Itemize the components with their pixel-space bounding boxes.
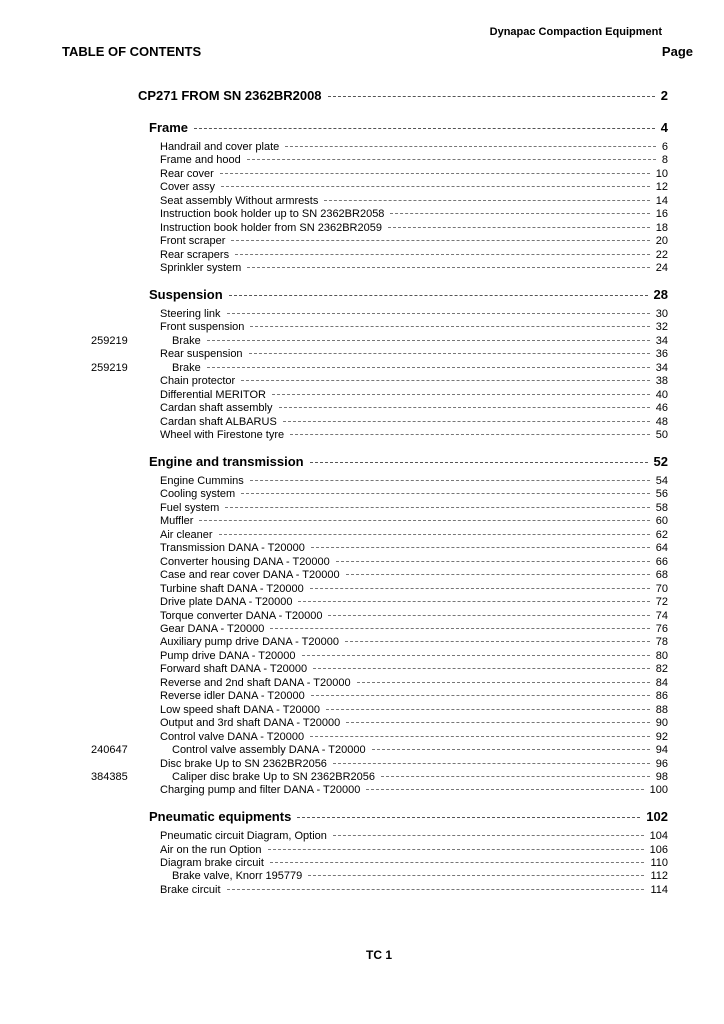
toc-item-page: 84 [655,676,668,689]
toc-item-page: 58 [655,501,668,514]
leader-dots [328,615,649,616]
leader-dots [225,507,649,508]
toc-item-page: 10 [655,167,668,180]
toc-item-label: Forward shaft DANA - T20000 [160,663,308,676]
toc-item-label: Brake valve, Knorr 195779 [172,870,303,883]
leader-dots [247,159,656,160]
leader-dots [366,789,643,790]
toc-item-page: 80 [655,649,668,662]
toc-item [160,884,668,896]
toc-item-label: Engine Cummins [160,475,244,487]
leader-dots [333,763,650,764]
toc-item [160,389,668,401]
toc-item-page: 76 [655,623,668,635]
leader-dots [220,173,650,174]
toc-item-page: 12 [655,181,668,194]
leader-dots [310,588,650,589]
toc-item [160,208,668,220]
leader-dots [381,776,650,777]
page-column-label: Page [661,44,693,59]
leader-dots [241,380,650,381]
leader-dots [302,655,650,656]
leader-dots [207,340,650,341]
leader-dots [297,817,640,818]
toc-item-page: 106 [649,843,668,856]
leader-dots [250,326,649,327]
toc-item-label: Transmission DANA - T20000 [160,542,305,555]
toc-item-page: 14 [655,194,668,207]
toc-item-label: Diagram brake circuit [160,856,264,869]
toc-item-label: Gear DANA - T20000 [160,623,265,635]
toc-item [160,308,668,320]
toc-item-label: Fuel system [160,501,220,514]
toc-item-label: Output and 3rd shaft DANA - T20000 [160,717,341,730]
toc-item-page: 96 [655,757,668,770]
toc-item [160,717,668,729]
toc-item-page: 114 [650,883,668,896]
section-title: Suspension [149,287,223,302]
part-code: 240647 [91,744,128,756]
main-heading [138,88,668,103]
leader-dots [227,889,645,890]
leader-dots [270,628,649,629]
toc-item-label: Rear scrapers [160,248,230,261]
section-title: Engine and transmission [149,454,304,469]
toc-item [160,488,668,500]
toc-item-label: Brake [172,334,201,347]
toc-item-page: 98 [655,770,668,783]
toc-item [160,181,668,193]
toc-item [160,321,668,333]
toc-item-label: Pneumatic circuit Diagram, Option [160,830,327,842]
toc-item [160,168,668,180]
toc-item-page: 94 [655,744,668,756]
leader-dots [235,254,650,255]
leader-dots [328,96,655,97]
section-heading [149,287,668,302]
leader-dots [346,574,650,575]
toc-item-label: Turbine shaft DANA - T20000 [160,582,304,595]
toc-item-label: Wheel with Firestone tyre [160,429,285,442]
leader-dots [388,227,650,228]
leader-dots [221,186,650,187]
toc-item [160,690,668,702]
toc-item [160,677,668,689]
toc-item [160,249,668,261]
toc-item-label: Seat assembly Without armrests [160,194,319,207]
leader-dots [333,835,644,836]
company-name: Dynapac Compaction Equipment [489,26,662,38]
toc-item-label: Differential MERITOR [160,388,266,401]
toc-item [160,830,668,842]
toc-item-label: Cardan shaft assembly [160,402,273,415]
toc-item-page: 60 [655,515,668,528]
toc-item [160,429,668,441]
leader-dots [308,875,644,876]
leader-dots [357,682,650,683]
toc-item-page: 20 [655,235,668,248]
toc-item-label: Front suspension [160,321,245,334]
toc-item-label: Auxiliary pump drive DANA - T20000 [160,636,339,649]
toc-item-label: Front scraper [160,235,226,248]
toc-item-label: Instruction book holder from SN 2362BR2059 [160,221,382,234]
leader-dots [298,601,649,602]
toc-item-page: 56 [655,488,668,501]
toc-item-page: 62 [655,528,668,541]
toc-item-label: Brake [172,361,201,374]
leader-dots [336,561,650,562]
leader-dots [283,421,650,422]
toc-item [160,416,668,428]
toc-item-page: 92 [655,730,668,743]
toc-item-page: 22 [655,248,668,261]
toc-item [160,758,668,770]
footer-page-number: TC 1 [365,948,392,962]
toc-item-page: 78 [655,636,668,649]
toc-item [160,154,668,166]
toc-item-page: 48 [655,415,668,428]
toc-item [160,623,668,635]
toc-title: TABLE OF CONTENTS [62,44,202,59]
leader-dots [270,862,645,863]
toc-item [160,502,668,514]
toc-item-label: Sprinkler system [160,262,242,275]
leader-dots [324,200,649,201]
toc-item [160,731,668,743]
toc-item-label: Charging pump and filter DANA - T20000 [160,784,361,797]
toc-item-label: Steering link [160,308,221,320]
leader-dots [199,520,649,521]
toc-item [160,663,668,675]
main-heading-page: 2 [660,88,668,103]
section-page: 4 [660,120,668,135]
toc-item [160,235,668,247]
section-title: Frame [149,120,189,135]
toc-item-page: 66 [655,555,668,568]
toc-item [160,402,668,414]
toc-item-page: 68 [655,569,668,582]
toc-item-page: 6 [661,141,668,153]
part-code: 259219 [91,361,128,374]
toc-item [160,583,668,595]
leader-dots [310,462,648,463]
toc-item [160,348,668,360]
toc-item-page: 112 [650,870,668,883]
leader-dots [390,213,649,214]
toc-item-label: Pump drive DANA - T20000 [160,649,296,662]
toc-item [172,744,668,756]
toc-item-page: 18 [655,221,668,234]
section-title: Pneumatic equipments [149,809,292,824]
toc-item [160,650,668,662]
toc-item-label: Torque converter DANA - T20000 [160,609,323,622]
toc-item [160,262,668,274]
leader-dots [346,722,650,723]
toc-item-label: Reverse and 2nd shaft DANA - T20000 [160,676,351,689]
main-heading-label: CP271 FROM SN 2362BR2008 [138,88,322,103]
toc-item-page: 100 [649,784,668,797]
toc-item [172,335,668,347]
toc-item-label: Air cleaner [160,528,213,541]
leader-dots [249,353,650,354]
toc-item-label: Frame and hood [160,154,241,167]
toc-item [172,771,668,783]
toc-item-page: 90 [655,717,668,730]
toc-item-label: Handrail and cover plate [160,141,280,153]
toc-item [160,195,668,207]
toc-item-label: Case and rear cover DANA - T20000 [160,569,340,582]
leader-dots [285,146,656,147]
toc-item [160,636,668,648]
toc-item [160,529,668,541]
toc-item-label: Instruction book holder up to SN 2362BR2058 [160,208,385,221]
toc-item-page: 30 [655,308,668,320]
toc-item [160,475,668,487]
toc-item-page: 54 [655,475,668,487]
toc-item-label: Cooling system [160,488,236,501]
part-code: 259219 [91,334,128,347]
toc-item [160,704,668,716]
toc-item-page: 40 [655,388,668,401]
toc-item-label: Chain protector [160,375,236,388]
toc-item [160,569,668,581]
toc-item-label: Reverse idler DANA - T20000 [160,690,305,703]
toc-item-page: 46 [655,402,668,415]
leader-dots [231,240,649,241]
toc-item [160,515,668,527]
toc-item-label: Control valve assembly DANA - T20000 [172,744,366,756]
leader-dots [279,407,650,408]
toc-item-page: 104 [649,830,668,842]
leader-dots [345,641,650,642]
toc-item-page: 86 [655,690,668,703]
leader-dots [272,394,650,395]
toc-item [160,857,668,869]
leader-dots [311,547,650,548]
leader-dots [326,709,650,710]
toc-item-label: Converter housing DANA - T20000 [160,555,330,568]
toc-item-page: 70 [655,582,668,595]
toc-item [160,375,668,387]
toc-item [160,222,668,234]
toc-item [172,870,668,882]
toc-item-page: 34 [655,361,668,374]
toc-item [160,141,668,153]
leader-dots [290,434,650,435]
toc-item [160,542,668,554]
toc-item-label: Caliper disc brake Up to SN 2362BR2056 [172,770,376,783]
toc-item-page: 34 [655,334,668,347]
toc-item-label: Air on the run Option [160,843,262,856]
leader-dots [219,534,650,535]
toc-item-page: 72 [655,596,668,608]
section-page: 102 [646,809,668,824]
toc-item-page: 50 [655,429,668,442]
leader-dots [313,668,650,669]
toc-item-label: Cardan shaft ALBARUS [160,415,277,428]
leader-dots [268,849,644,850]
section-heading [149,120,668,135]
section-page: 28 [653,287,668,302]
section-heading [149,809,668,824]
toc-item-page: 110 [650,856,668,869]
toc-item [160,610,668,622]
toc-item-page: 8 [661,154,668,167]
section-heading [149,454,668,469]
toc-item [160,784,668,796]
toc-item-label: Drive plate DANA - T20000 [160,596,293,608]
toc-item [160,556,668,568]
toc-item [160,596,668,608]
toc-item-page: 64 [655,542,668,555]
leader-dots [227,313,650,314]
part-code: 384385 [91,770,128,783]
toc-item-label: Cover assy [160,181,216,194]
toc-item-label: Rear cover [160,167,214,180]
toc-item-page: 88 [655,703,668,716]
leader-dots [229,295,648,296]
toc-item-page: 82 [655,663,668,676]
leader-dots [207,367,650,368]
toc-item [160,844,668,856]
toc-item-label: Low speed shaft DANA - T20000 [160,703,321,716]
toc-item-label: Muffler [160,515,194,528]
leader-dots [247,267,649,268]
section-page: 52 [653,454,668,469]
toc-item-page: 16 [655,208,668,221]
leader-dots [241,493,650,494]
toc-item-label: Control valve DANA - T20000 [160,730,305,743]
leader-dots [310,736,650,737]
leader-dots [311,695,650,696]
toc-item-label: Disc brake Up to SN 2362BR2056 [160,757,327,770]
toc-item-page: 36 [655,348,668,361]
toc-item-label: Brake circuit [160,883,221,896]
leader-dots [372,749,650,750]
toc-item-page: 38 [655,375,668,388]
leader-dots [194,128,655,129]
toc-item-label: Rear suspension [160,348,243,361]
toc-item-page: 74 [655,609,668,622]
toc-item [172,362,668,374]
leader-dots [250,480,650,481]
toc-item-page: 32 [655,321,668,334]
toc-item-page: 24 [655,262,668,275]
